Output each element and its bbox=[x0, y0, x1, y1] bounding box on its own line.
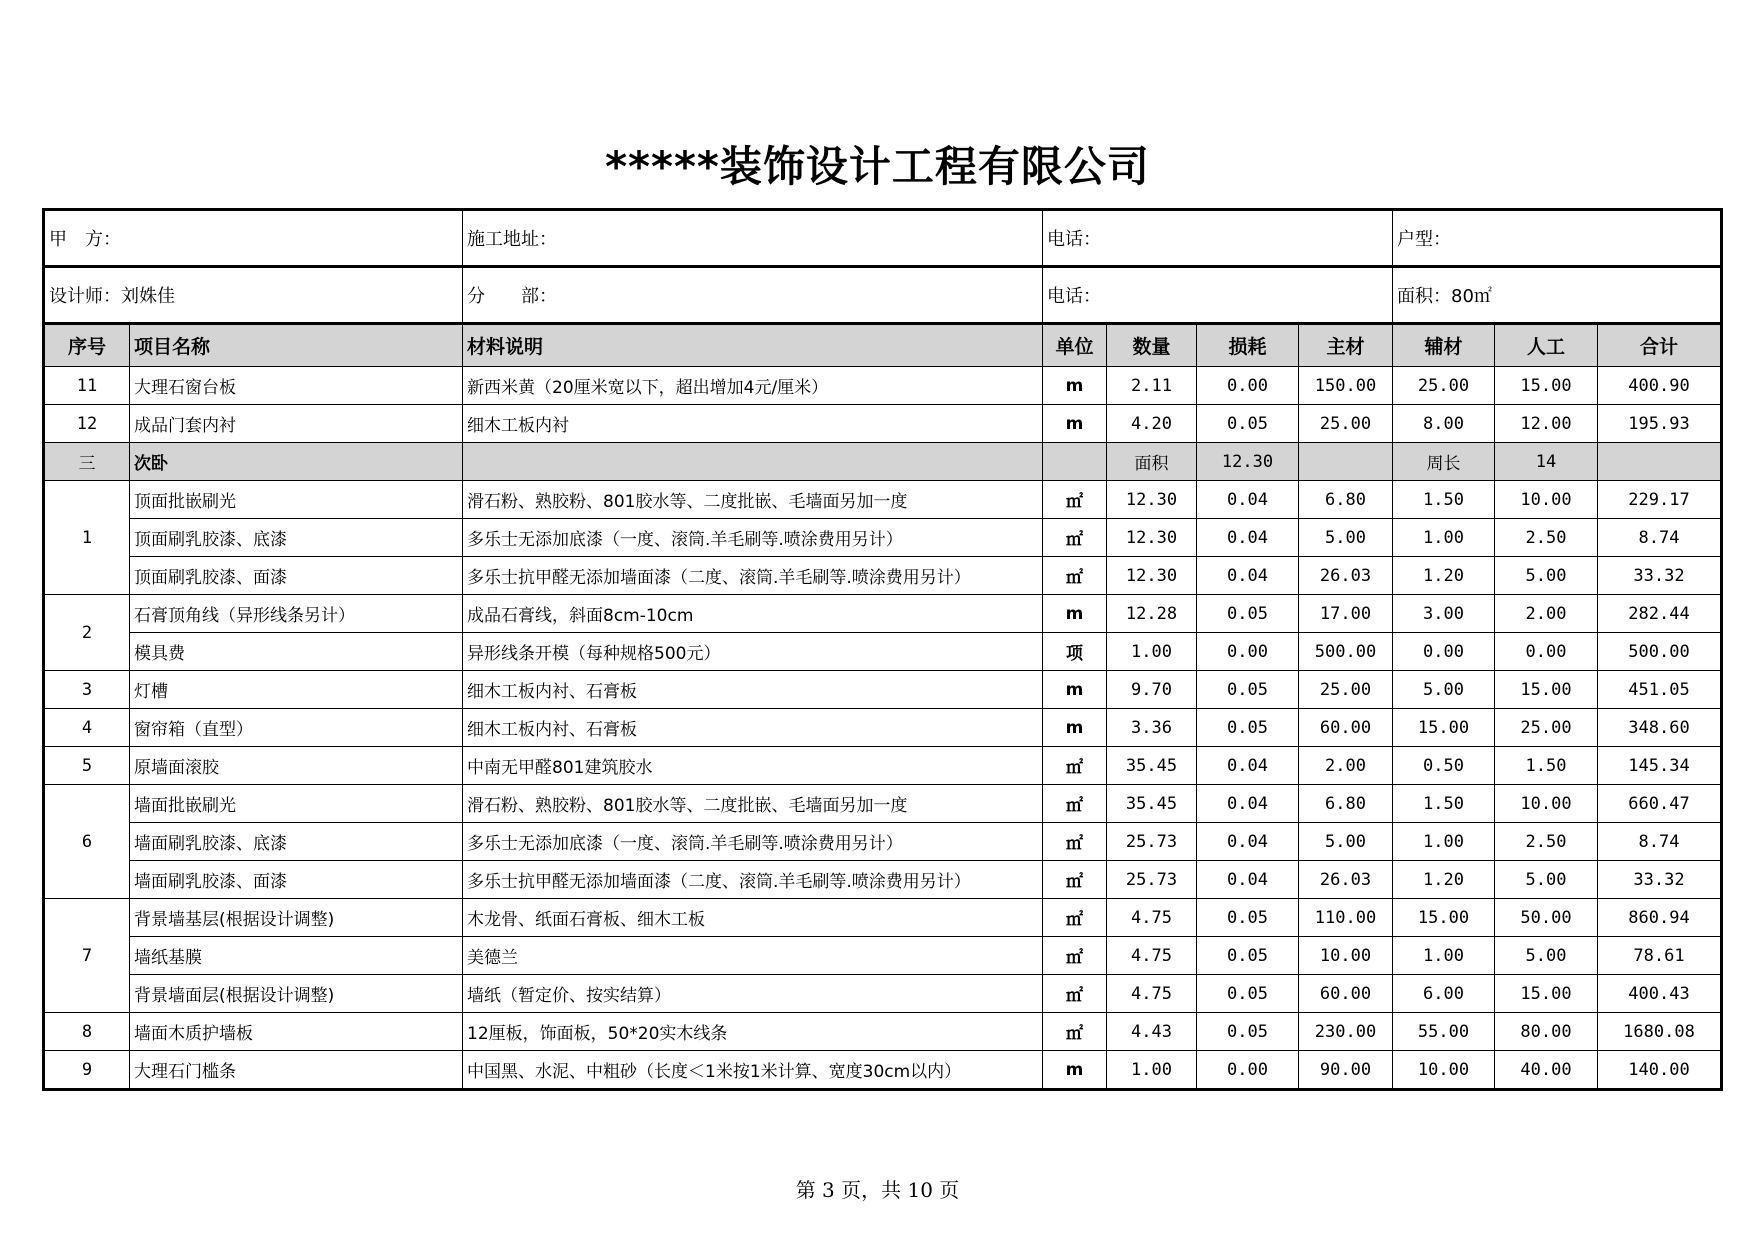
item-name: 墙面刷乳胶漆、面漆 bbox=[130, 861, 463, 899]
cell-loss: 0.05 bbox=[1197, 709, 1299, 747]
cell-qty: 12.30 bbox=[1107, 519, 1197, 557]
cell-total: 145.34 bbox=[1598, 747, 1722, 785]
material-desc: 成品石膏线，斜面8cm-10cm bbox=[463, 595, 1043, 633]
area-cell: 面积：80㎡ bbox=[1393, 267, 1722, 324]
material-desc: 木龙骨、纸面石膏板、细木工板 bbox=[463, 899, 1043, 937]
cell-labor: 10.00 bbox=[1495, 481, 1598, 519]
table-row bbox=[44, 1051, 1722, 1090]
cell-total: 660.47 bbox=[1598, 785, 1722, 823]
cell-unit: m bbox=[1043, 709, 1107, 747]
cell-labor: 80.00 bbox=[1495, 1013, 1598, 1051]
cell-qty: 9.70 bbox=[1107, 671, 1197, 709]
cell-total: 33.32 bbox=[1598, 557, 1722, 595]
cell-unit: ㎡ bbox=[1043, 481, 1107, 519]
cell-loss: 0.04 bbox=[1197, 481, 1299, 519]
cell-main: 110.00 bbox=[1299, 899, 1393, 937]
table-row bbox=[44, 405, 1722, 443]
cell-aux: 15.00 bbox=[1393, 709, 1495, 747]
table-row bbox=[44, 709, 1722, 747]
material-desc: 滑石粉、熟胶粉、801胶水等、二度批嵌、毛墙面另加一度 bbox=[463, 481, 1043, 519]
cell-labor: 2.50 bbox=[1495, 823, 1598, 861]
cell-aux: 8.00 bbox=[1393, 405, 1495, 443]
section-row bbox=[44, 443, 1722, 481]
cell-unit: ㎡ bbox=[1043, 557, 1107, 595]
item-name: 墙面批嵌刷光 bbox=[130, 785, 463, 823]
cell-loss: 0.05 bbox=[1197, 899, 1299, 937]
phone-cell-2: 电话： bbox=[1043, 267, 1393, 324]
header-loss: 损耗 bbox=[1197, 324, 1299, 367]
cell-seq: 5 bbox=[44, 747, 130, 785]
cell-qty: 25.73 bbox=[1107, 823, 1197, 861]
cell-total: 8.74 bbox=[1598, 519, 1722, 557]
cell-main: 17.00 bbox=[1299, 595, 1393, 633]
cell-aux: 6.00 bbox=[1393, 975, 1495, 1013]
cell-aux: 1.50 bbox=[1393, 785, 1495, 823]
cell-aux: 10.00 bbox=[1393, 1051, 1495, 1090]
cell-aux: 25.00 bbox=[1393, 367, 1495, 405]
header-total: 合计 bbox=[1598, 324, 1722, 367]
section-empty-total bbox=[1598, 443, 1722, 481]
material-desc: 12厘板，饰面板，50*20实木线条 bbox=[463, 1013, 1043, 1051]
cell-total: 1680.08 bbox=[1598, 1013, 1722, 1051]
cell-total: 500.00 bbox=[1598, 633, 1722, 671]
item-name: 顶面刷乳胶漆、面漆 bbox=[130, 557, 463, 595]
cell-aux: 1.20 bbox=[1393, 557, 1495, 595]
material-desc: 异形线条开模（每种规格500元） bbox=[463, 633, 1043, 671]
cell-total: 348.60 bbox=[1598, 709, 1722, 747]
section-perimeter-value: 14 bbox=[1495, 443, 1598, 481]
section-name: 次卧 bbox=[130, 443, 463, 481]
cell-loss: 0.05 bbox=[1197, 937, 1299, 975]
item-name: 顶面批嵌刷光 bbox=[130, 481, 463, 519]
cell-labor: 2.50 bbox=[1495, 519, 1598, 557]
cell-main: 26.03 bbox=[1299, 557, 1393, 595]
cell-main: 150.00 bbox=[1299, 367, 1393, 405]
cell-labor: 40.00 bbox=[1495, 1051, 1598, 1090]
cell-loss: 0.05 bbox=[1197, 405, 1299, 443]
table-row bbox=[44, 557, 1722, 595]
branch-cell: 分 部： bbox=[463, 267, 1043, 324]
address-cell: 施工地址： bbox=[463, 210, 1043, 267]
cell-labor: 15.00 bbox=[1495, 975, 1598, 1013]
cell-labor: 5.00 bbox=[1495, 937, 1598, 975]
cell-unit: ㎡ bbox=[1043, 747, 1107, 785]
cell-loss: 0.04 bbox=[1197, 785, 1299, 823]
cell-main: 60.00 bbox=[1299, 709, 1393, 747]
cell-loss: 0.05 bbox=[1197, 1013, 1299, 1051]
cell-main: 6.80 bbox=[1299, 481, 1393, 519]
cell-loss: 0.00 bbox=[1197, 367, 1299, 405]
item-name: 墙面木质护墙板 bbox=[130, 1013, 463, 1051]
cell-labor: 1.50 bbox=[1495, 747, 1598, 785]
material-desc: 中南无甲醛801建筑胶水 bbox=[463, 747, 1043, 785]
cell-unit: m bbox=[1043, 367, 1107, 405]
cell-seq: 4 bbox=[44, 709, 130, 747]
cell-aux: 1.00 bbox=[1393, 823, 1495, 861]
cell-labor: 2.00 bbox=[1495, 595, 1598, 633]
cell-aux: 1.00 bbox=[1393, 519, 1495, 557]
table-row bbox=[44, 823, 1722, 861]
cell-qty: 12.30 bbox=[1107, 481, 1197, 519]
cell-unit: ㎡ bbox=[1043, 899, 1107, 937]
quote-table bbox=[42, 208, 1723, 1091]
cell-qty: 1.00 bbox=[1107, 633, 1197, 671]
section-empty-unit bbox=[1043, 443, 1107, 481]
cell-main: 25.00 bbox=[1299, 405, 1393, 443]
cell-unit: ㎡ bbox=[1043, 785, 1107, 823]
party-a-cell: 甲 方： bbox=[44, 210, 463, 267]
cell-qty: 12.28 bbox=[1107, 595, 1197, 633]
cell-main: 26.03 bbox=[1299, 861, 1393, 899]
cell-total: 400.43 bbox=[1598, 975, 1722, 1013]
cell-labor: 0.00 bbox=[1495, 633, 1598, 671]
cell-loss: 0.04 bbox=[1197, 861, 1299, 899]
item-name: 大理石门槛条 bbox=[130, 1051, 463, 1090]
material-desc: 多乐士抗甲醛无添加墙面漆（二度、滚筒.羊毛刷等.喷涂费用另计） bbox=[463, 557, 1043, 595]
cell-main: 60.00 bbox=[1299, 975, 1393, 1013]
cell-qty: 25.73 bbox=[1107, 861, 1197, 899]
cell-aux: 1.00 bbox=[1393, 937, 1495, 975]
cell-labor: 10.00 bbox=[1495, 785, 1598, 823]
cell-labor: 5.00 bbox=[1495, 557, 1598, 595]
material-desc: 细木工板内衬、石膏板 bbox=[463, 671, 1043, 709]
page-footer: 第 3 页，共 10 页 bbox=[795, 1178, 960, 1202]
material-desc: 多乐士抗甲醛无添加墙面漆（二度、滚筒.羊毛刷等.喷涂费用另计） bbox=[463, 861, 1043, 899]
item-name: 墙面刷乳胶漆、底漆 bbox=[130, 823, 463, 861]
cell-seq: 11 bbox=[44, 367, 130, 405]
section-perimeter-label: 周长 bbox=[1393, 443, 1495, 481]
section-empty-material bbox=[463, 443, 1043, 481]
cell-loss: 0.00 bbox=[1197, 1051, 1299, 1090]
section-area-value: 12.30 bbox=[1197, 443, 1299, 481]
cell-loss: 0.04 bbox=[1197, 519, 1299, 557]
material-desc: 中国黑、水泥、中粗砂（长度＜1米按1米计算、宽度30cm以内） bbox=[463, 1051, 1043, 1090]
cell-aux: 15.00 bbox=[1393, 899, 1495, 937]
item-name: 石膏顶角线（异形线条另计） bbox=[130, 595, 463, 633]
cell-qty: 4.75 bbox=[1107, 937, 1197, 975]
cell-unit: ㎡ bbox=[1043, 975, 1107, 1013]
table-row bbox=[44, 785, 1722, 823]
cell-loss: 0.04 bbox=[1197, 557, 1299, 595]
cell-aux: 1.50 bbox=[1393, 481, 1495, 519]
cell-loss: 0.05 bbox=[1197, 595, 1299, 633]
cell-seq: 7 bbox=[44, 899, 130, 1013]
cell-aux: 0.00 bbox=[1393, 633, 1495, 671]
table-row bbox=[44, 367, 1722, 405]
table-row bbox=[44, 1013, 1722, 1051]
cell-main: 5.00 bbox=[1299, 519, 1393, 557]
cell-aux: 0.50 bbox=[1393, 747, 1495, 785]
cell-loss: 0.04 bbox=[1197, 747, 1299, 785]
cell-labor: 15.00 bbox=[1495, 671, 1598, 709]
cell-qty: 4.20 bbox=[1107, 405, 1197, 443]
cell-aux: 3.00 bbox=[1393, 595, 1495, 633]
designer-cell: 设计师：刘姝佳 bbox=[44, 267, 463, 324]
info-row-1 bbox=[44, 210, 1722, 267]
cell-unit: ㎡ bbox=[1043, 823, 1107, 861]
table-row bbox=[44, 595, 1722, 633]
header-labor: 人工 bbox=[1495, 324, 1598, 367]
item-name: 模具费 bbox=[130, 633, 463, 671]
cell-qty: 4.75 bbox=[1107, 975, 1197, 1013]
material-desc: 细木工板内衬 bbox=[463, 405, 1043, 443]
cell-loss: 0.04 bbox=[1197, 823, 1299, 861]
cell-main: 5.00 bbox=[1299, 823, 1393, 861]
header-unit: 单位 bbox=[1043, 324, 1107, 367]
cell-loss: 0.00 bbox=[1197, 633, 1299, 671]
cell-loss: 0.05 bbox=[1197, 671, 1299, 709]
cell-seq: 3 bbox=[44, 671, 130, 709]
cell-aux: 1.20 bbox=[1393, 861, 1495, 899]
item-name: 大理石窗台板 bbox=[130, 367, 463, 405]
cell-unit: ㎡ bbox=[1043, 937, 1107, 975]
cell-total: 229.17 bbox=[1598, 481, 1722, 519]
header-material: 材料说明 bbox=[463, 324, 1043, 367]
cell-total: 140.00 bbox=[1598, 1051, 1722, 1090]
material-desc: 细木工板内衬、石膏板 bbox=[463, 709, 1043, 747]
cell-aux: 5.00 bbox=[1393, 671, 1495, 709]
material-desc: 多乐士无添加底漆（一度、滚筒.羊毛刷等.喷涂费用另计） bbox=[463, 823, 1043, 861]
cell-qty: 4.43 bbox=[1107, 1013, 1197, 1051]
header-name: 项目名称 bbox=[130, 324, 463, 367]
material-desc: 多乐士无添加底漆（一度、滚筒.羊毛刷等.喷涂费用另计） bbox=[463, 519, 1043, 557]
header-qty: 数量 bbox=[1107, 324, 1197, 367]
cell-seq: 9 bbox=[44, 1051, 130, 1090]
header-aux: 辅材 bbox=[1393, 324, 1495, 367]
item-name: 成品门套内衬 bbox=[130, 405, 463, 443]
item-name: 窗帘箱（直型） bbox=[130, 709, 463, 747]
cell-total: 8.74 bbox=[1598, 823, 1722, 861]
cell-unit: m bbox=[1043, 1051, 1107, 1090]
cell-loss: 0.05 bbox=[1197, 975, 1299, 1013]
table-row bbox=[44, 671, 1722, 709]
cell-total: 282.44 bbox=[1598, 595, 1722, 633]
cell-qty: 2.11 bbox=[1107, 367, 1197, 405]
cell-unit: 项 bbox=[1043, 633, 1107, 671]
cell-seq: 8 bbox=[44, 1013, 130, 1051]
cell-aux: 55.00 bbox=[1393, 1013, 1495, 1051]
item-name: 背景墙面层(根据设计调整) bbox=[130, 975, 463, 1013]
material-desc: 新西米黄（20厘米宽以下，超出增加4元/厘米） bbox=[463, 367, 1043, 405]
header-row bbox=[44, 324, 1722, 367]
item-name: 灯槽 bbox=[130, 671, 463, 709]
item-name: 背景墙基层(根据设计调整) bbox=[130, 899, 463, 937]
cell-labor: 25.00 bbox=[1495, 709, 1598, 747]
table-row bbox=[44, 861, 1722, 899]
cell-main: 6.80 bbox=[1299, 785, 1393, 823]
section-seq: 三 bbox=[44, 443, 130, 481]
cell-main: 230.00 bbox=[1299, 1013, 1393, 1051]
cell-labor: 12.00 bbox=[1495, 405, 1598, 443]
cell-main: 90.00 bbox=[1299, 1051, 1393, 1090]
cell-total: 195.93 bbox=[1598, 405, 1722, 443]
cell-total: 33.32 bbox=[1598, 861, 1722, 899]
house-type-cell: 户型： bbox=[1393, 210, 1722, 267]
header-main: 主材 bbox=[1299, 324, 1393, 367]
cell-qty: 1.00 bbox=[1107, 1051, 1197, 1090]
table-row bbox=[44, 519, 1722, 557]
cell-main: 2.00 bbox=[1299, 747, 1393, 785]
table-row bbox=[44, 937, 1722, 975]
cell-qty: 3.36 bbox=[1107, 709, 1197, 747]
cell-qty: 35.45 bbox=[1107, 785, 1197, 823]
table-row bbox=[44, 481, 1722, 519]
cell-unit: m bbox=[1043, 595, 1107, 633]
cell-main: 500.00 bbox=[1299, 633, 1393, 671]
cell-unit: ㎡ bbox=[1043, 1013, 1107, 1051]
table-row bbox=[44, 633, 1722, 671]
cell-qty: 4.75 bbox=[1107, 899, 1197, 937]
material-desc: 滑石粉、熟胶粉、801胶水等、二度批嵌、毛墙面另加一度 bbox=[463, 785, 1043, 823]
cell-labor: 50.00 bbox=[1495, 899, 1598, 937]
cell-seq: 2 bbox=[44, 595, 130, 671]
table-row bbox=[44, 747, 1722, 785]
cell-main: 25.00 bbox=[1299, 671, 1393, 709]
header-seq: 序号 bbox=[44, 324, 130, 367]
cell-unit: ㎡ bbox=[1043, 861, 1107, 899]
section-area-label: 面积 bbox=[1107, 443, 1197, 481]
cell-unit: m bbox=[1043, 405, 1107, 443]
section-empty-main bbox=[1299, 443, 1393, 481]
company-title: *****装饰设计工程有限公司 bbox=[605, 142, 1150, 191]
cell-labor: 15.00 bbox=[1495, 367, 1598, 405]
material-desc: 墙纸（暂定价、按实结算） bbox=[463, 975, 1043, 1013]
cell-labor: 5.00 bbox=[1495, 861, 1598, 899]
item-name: 顶面刷乳胶漆、底漆 bbox=[130, 519, 463, 557]
cell-qty: 12.30 bbox=[1107, 557, 1197, 595]
cell-unit: ㎡ bbox=[1043, 519, 1107, 557]
cell-qty: 35.45 bbox=[1107, 747, 1197, 785]
cell-seq: 12 bbox=[44, 405, 130, 443]
cell-main: 10.00 bbox=[1299, 937, 1393, 975]
cell-seq: 1 bbox=[44, 481, 130, 595]
cell-total: 860.94 bbox=[1598, 899, 1722, 937]
item-name: 墙纸基膜 bbox=[130, 937, 463, 975]
cell-total: 451.05 bbox=[1598, 671, 1722, 709]
cell-unit: m bbox=[1043, 671, 1107, 709]
info-row-2 bbox=[44, 267, 1722, 324]
cell-total: 78.61 bbox=[1598, 937, 1722, 975]
table-row bbox=[44, 899, 1722, 937]
item-name: 原墙面滚胶 bbox=[130, 747, 463, 785]
material-desc: 美德兰 bbox=[463, 937, 1043, 975]
table-row bbox=[44, 975, 1722, 1013]
phone-cell-1: 电话： bbox=[1043, 210, 1393, 267]
cell-total: 400.90 bbox=[1598, 367, 1722, 405]
cell-seq: 6 bbox=[44, 785, 130, 899]
